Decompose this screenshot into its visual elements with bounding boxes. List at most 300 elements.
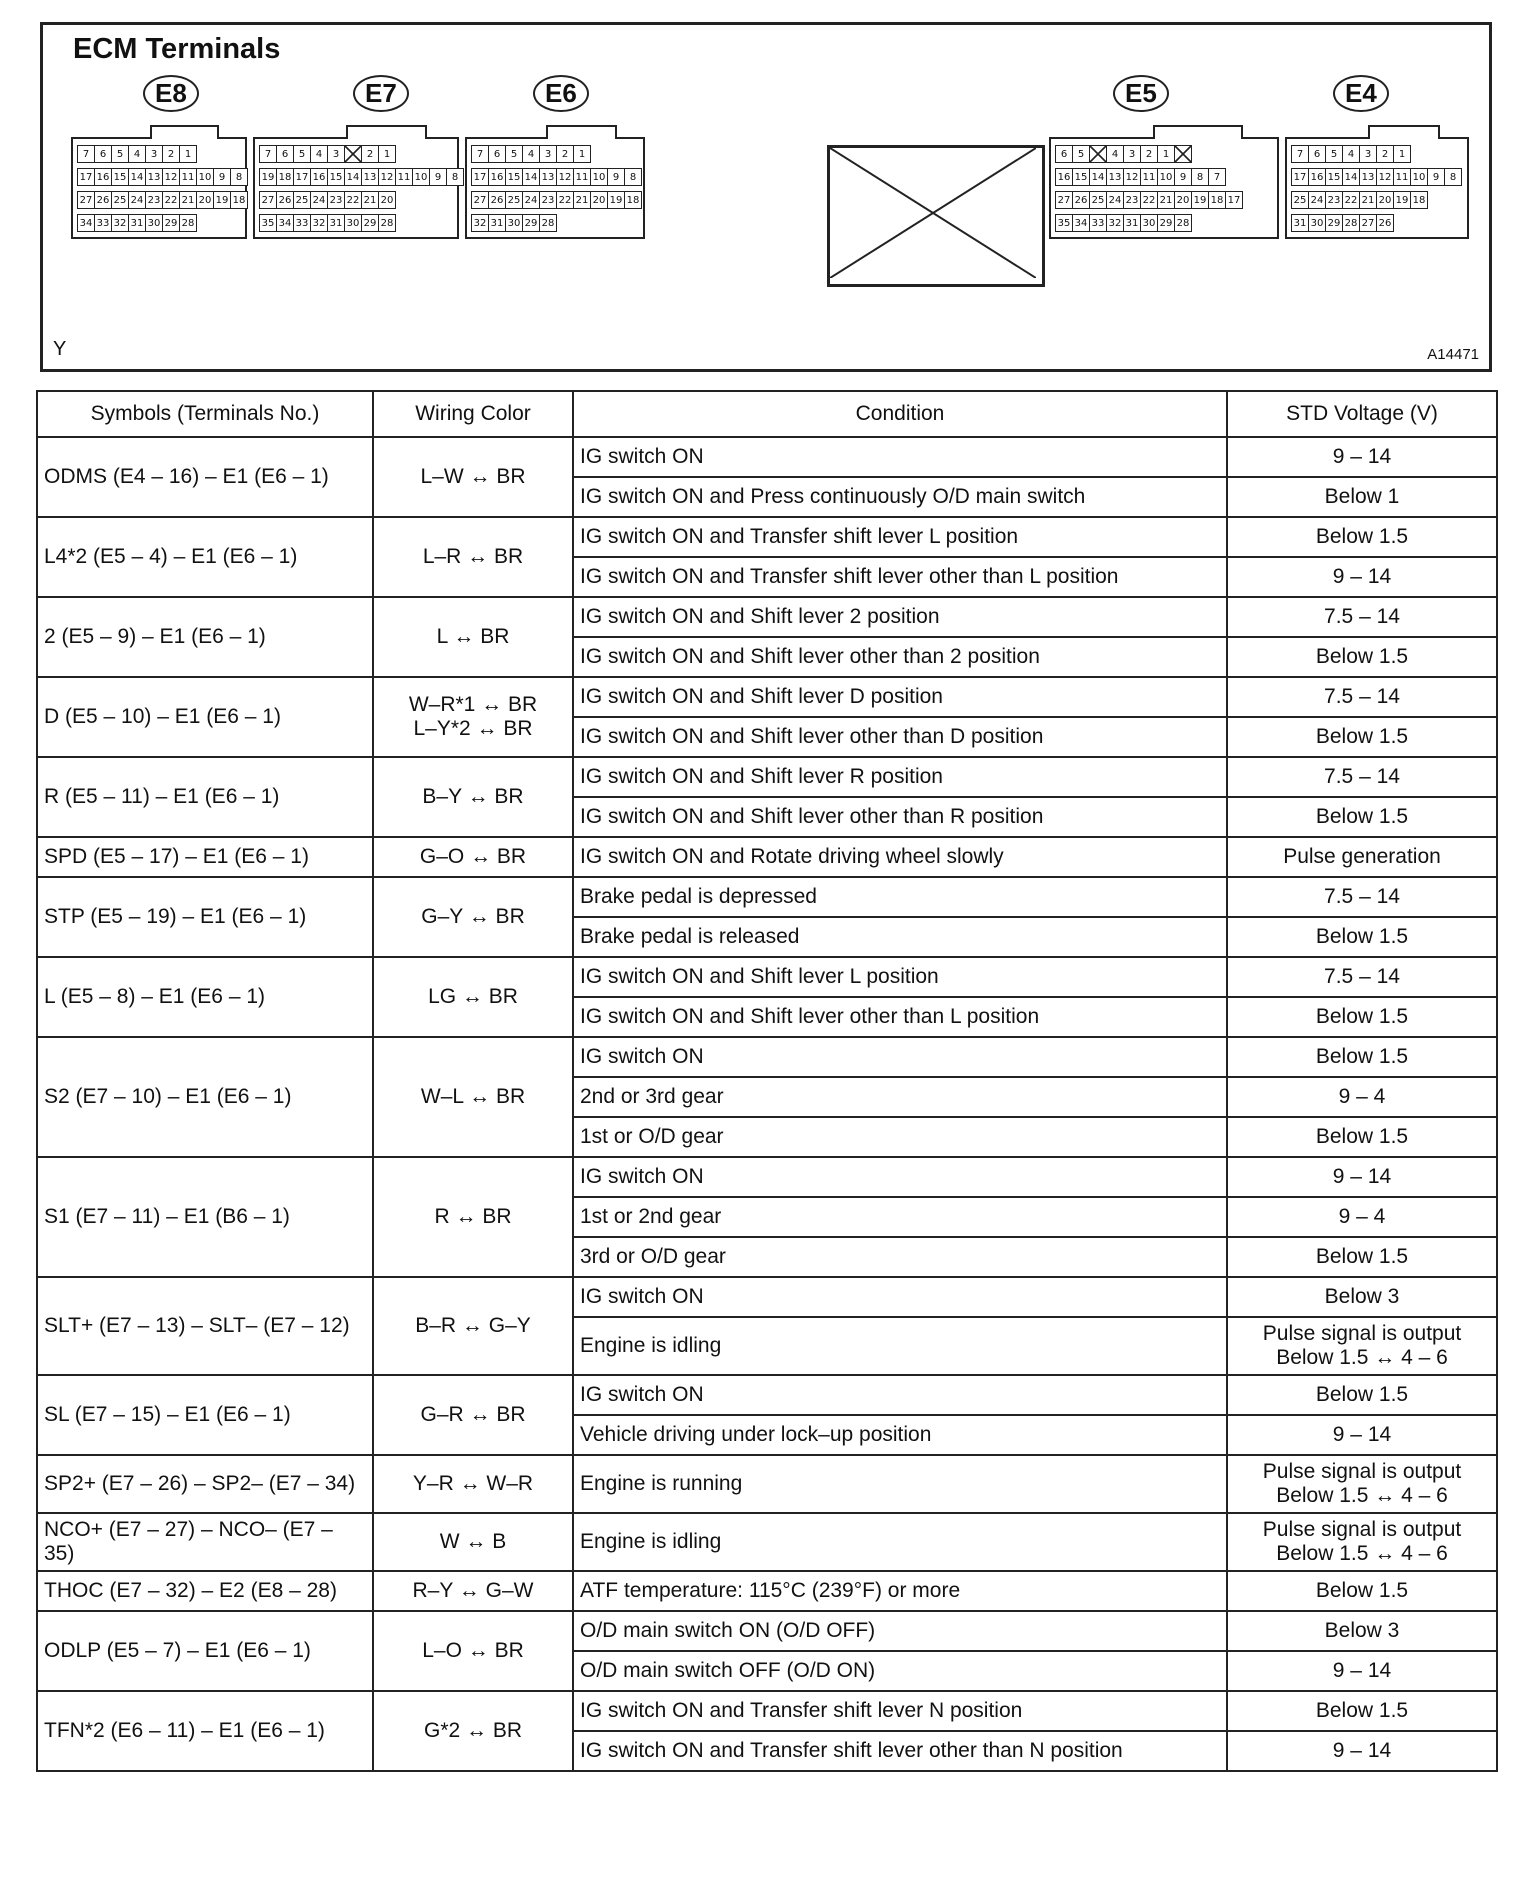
pin-29: 29 (361, 214, 379, 232)
condition-cell: IG switch ON and Transfer shift lever other than L position (573, 557, 1227, 597)
pin-13: 13 (1106, 168, 1124, 186)
pin-11: 11 (395, 168, 413, 186)
blank-pin (344, 145, 362, 163)
std-voltage-cell (1227, 1277, 1497, 1317)
pin-21: 21 (361, 191, 379, 209)
wiring-color-cell (373, 837, 573, 877)
pin-16: 16 (310, 168, 328, 186)
wiring-color: B–R ↔ G–Y (415, 1314, 531, 1337)
pin-27: 27 (471, 191, 489, 209)
connector-label-e8: E8 (143, 75, 199, 112)
condition-cell: Engine is idling (573, 1317, 1227, 1375)
pin-35: 35 (259, 214, 277, 232)
std-voltage: Pulse signal is output (1262, 1460, 1462, 1483)
std-voltage-range: Below 1.5 ↔ 4 – 6 (1276, 1346, 1448, 1369)
std-voltage-cell (1227, 1197, 1497, 1237)
pin-7: 7 (1208, 168, 1226, 186)
std-voltage: Below 1.5 (1315, 1245, 1409, 1268)
pin-31: 31 (488, 214, 506, 232)
pin-11: 11 (573, 168, 591, 186)
pin-21: 21 (179, 191, 197, 209)
pin-row (259, 145, 395, 163)
pin-18: 18 (230, 191, 248, 209)
table-row (37, 1455, 1497, 1513)
condition-cell: Vehicle driving under lock–up position (573, 1415, 1227, 1455)
pin-32: 32 (1106, 214, 1124, 232)
pin-3: 3 (145, 145, 163, 163)
pin-34: 34 (276, 214, 294, 232)
connector-latch (1153, 125, 1243, 139)
wiring-color-cell (373, 437, 573, 517)
pin-12: 12 (378, 168, 396, 186)
pin-29: 29 (162, 214, 180, 232)
pin-30: 30 (344, 214, 362, 232)
pin-7: 7 (471, 145, 489, 163)
table-row (37, 1157, 1497, 1197)
pin-1: 1 (573, 145, 591, 163)
std-voltage: Below 1.5 (1315, 1125, 1409, 1148)
condition-cell: Brake pedal is depressed (573, 877, 1227, 917)
connector-e6 (465, 137, 645, 239)
pin-28: 28 (539, 214, 557, 232)
pin-4: 4 (1106, 145, 1124, 163)
pin-35: 35 (1055, 214, 1073, 232)
std-voltage-cell (1227, 677, 1497, 717)
pin-row (1055, 214, 1191, 232)
std-voltage-cell (1227, 1691, 1497, 1731)
pin-25: 25 (111, 191, 129, 209)
pin-26: 26 (276, 191, 294, 209)
std-voltage: Below 1.5 (1315, 1005, 1409, 1028)
pin-17: 17 (1225, 191, 1243, 209)
pin-26: 26 (1376, 214, 1394, 232)
condition-cell: IG switch ON and Shift lever L position (573, 957, 1227, 997)
table-row (37, 1375, 1497, 1415)
pin-4: 4 (1342, 145, 1360, 163)
header-std-voltage: STD Voltage (V) (1227, 391, 1497, 437)
std-voltage-cell (1227, 557, 1497, 597)
pin-row (77, 168, 247, 186)
condition-cell: IG switch ON (573, 437, 1227, 477)
table-row (37, 957, 1497, 997)
pin-13: 13 (145, 168, 163, 186)
pin-17: 17 (293, 168, 311, 186)
pin-24: 24 (522, 191, 540, 209)
pin-5: 5 (1325, 145, 1343, 163)
pin-4: 4 (310, 145, 328, 163)
pin-3: 3 (327, 145, 345, 163)
pin-23: 23 (1325, 191, 1343, 209)
pin-2: 2 (162, 145, 180, 163)
wiring-color: W ↔ B (439, 1530, 507, 1553)
pin-22: 22 (1342, 191, 1360, 209)
std-voltage-cell (1227, 1157, 1497, 1197)
pin-27: 27 (259, 191, 277, 209)
pin-6: 6 (1308, 145, 1326, 163)
std-voltage: Below 1.5 (1315, 1579, 1409, 1602)
std-voltage: 9 – 14 (1332, 565, 1392, 588)
condition-cell: IG switch ON and Shift lever other than R position (573, 797, 1227, 837)
symbol-cell: D (E5 – 10) – E1 (E6 – 1) (37, 677, 373, 757)
wiring-color-alt: L–Y*2 ↔ BR (413, 717, 533, 740)
pin-9: 9 (429, 168, 447, 186)
connector-latch (346, 125, 427, 139)
std-voltage: Below 1.5 (1315, 925, 1409, 948)
pin-19: 19 (607, 191, 625, 209)
pin-9: 9 (607, 168, 625, 186)
pin-22: 22 (1140, 191, 1158, 209)
pin-10: 10 (1410, 168, 1428, 186)
pin-16: 16 (94, 168, 112, 186)
pin-1: 1 (1393, 145, 1411, 163)
pin-row (259, 168, 463, 186)
pin-4: 4 (128, 145, 146, 163)
wiring-color-cell (373, 1571, 573, 1611)
std-voltage: Below 3 (1324, 1285, 1400, 1308)
pin-15: 15 (1325, 168, 1343, 186)
pin-15: 15 (505, 168, 523, 186)
pin-10: 10 (412, 168, 430, 186)
pin-row (471, 214, 556, 232)
std-voltage-cell (1227, 1571, 1497, 1611)
pin-row (1291, 214, 1393, 232)
pin-32: 32 (111, 214, 129, 232)
pin-11: 11 (179, 168, 197, 186)
std-voltage: 9 – 4 (1338, 1085, 1386, 1108)
pin-20: 20 (1174, 191, 1192, 209)
wiring-color-cell (373, 957, 573, 1037)
pin-5: 5 (293, 145, 311, 163)
connector-label-e6: E6 (533, 75, 589, 112)
pin-14: 14 (1342, 168, 1360, 186)
pin-6: 6 (276, 145, 294, 163)
symbol-cell: S2 (E7 – 10) – E1 (E6 – 1) (37, 1037, 373, 1157)
pin-15: 15 (1072, 168, 1090, 186)
pin-8: 8 (624, 168, 642, 186)
pin-25: 25 (293, 191, 311, 209)
std-voltage: 9 – 14 (1332, 1659, 1392, 1682)
std-voltage: 7.5 – 14 (1324, 965, 1400, 988)
std-voltage-cell (1227, 1611, 1497, 1651)
wiring-color-cell (373, 1375, 573, 1455)
symbol-cell: SP2+ (E7 – 26) – SP2– (E7 – 34) (37, 1455, 373, 1513)
pin-22: 22 (556, 191, 574, 209)
pin-30: 30 (145, 214, 163, 232)
pin-30: 30 (1308, 214, 1326, 232)
wiring-color-cell (373, 1277, 573, 1375)
pin-3: 3 (1359, 145, 1377, 163)
wiring-color-cell (373, 757, 573, 837)
pin-25: 25 (1291, 191, 1309, 209)
std-voltage-cell (1227, 877, 1497, 917)
pin-row (1291, 191, 1427, 209)
pin-33: 33 (94, 214, 112, 232)
pin-29: 29 (522, 214, 540, 232)
pin-2: 2 (361, 145, 379, 163)
wiring-color: G–Y ↔ BR (421, 905, 525, 928)
pin-22: 22 (162, 191, 180, 209)
symbol-cell: L4*2 (E5 – 4) – E1 (E6 – 1) (37, 517, 373, 597)
std-voltage: 9 – 4 (1338, 1205, 1386, 1228)
pin-9: 9 (213, 168, 231, 186)
pin-14: 14 (522, 168, 540, 186)
pin-29: 29 (1325, 214, 1343, 232)
pin-17: 17 (471, 168, 489, 186)
pin-4: 4 (522, 145, 540, 163)
figure-id: A14471 (1427, 346, 1479, 363)
pin-10: 10 (196, 168, 214, 186)
pin-1: 1 (179, 145, 197, 163)
std-voltage-cell (1227, 1415, 1497, 1455)
connector-label-e5: E5 (1113, 75, 1169, 112)
condition-cell: ATF temperature: 115°C (239°F) or more (573, 1571, 1227, 1611)
std-voltage: 9 – 14 (1332, 445, 1392, 468)
wiring-color: R ↔ BR (434, 1205, 512, 1228)
pin-15: 15 (111, 168, 129, 186)
pin-row (471, 145, 590, 163)
pin-18: 18 (1410, 191, 1428, 209)
std-voltage: Below 1.5 (1315, 1045, 1409, 1068)
pin-5: 5 (1072, 145, 1090, 163)
pin-27: 27 (1359, 214, 1377, 232)
pin-13: 13 (361, 168, 379, 186)
symbol-cell: ODLP (E5 – 7) – E1 (E6 – 1) (37, 1611, 373, 1691)
pin-16: 16 (1055, 168, 1073, 186)
table-header-row (37, 391, 1497, 437)
pin-8: 8 (1191, 168, 1209, 186)
pin-row (259, 214, 395, 232)
std-voltage: Below 1.5 (1315, 645, 1409, 668)
ecm-terminals-diagram (40, 22, 1492, 372)
pin-24: 24 (310, 191, 328, 209)
symbol-cell: R (E5 – 11) – E1 (E6 – 1) (37, 757, 373, 837)
pin-row (1055, 191, 1242, 209)
pin-row (471, 168, 641, 186)
std-voltage: Pulse generation (1283, 845, 1441, 868)
std-voltage-cell (1227, 1651, 1497, 1691)
pin-row (77, 214, 196, 232)
symbol-cell: SPD (E5 – 17) – E1 (E6 – 1) (37, 837, 373, 877)
pin-28: 28 (1174, 214, 1192, 232)
pin-28: 28 (1342, 214, 1360, 232)
pin-33: 33 (1089, 214, 1107, 232)
pin-25: 25 (505, 191, 523, 209)
pin-1: 1 (378, 145, 396, 163)
table-row (37, 437, 1497, 477)
pin-16: 16 (488, 168, 506, 186)
pin-14: 14 (344, 168, 362, 186)
pin-11: 11 (1140, 168, 1158, 186)
table-body (37, 437, 1497, 1771)
header-condition: Condition (573, 391, 1227, 437)
std-voltage-cell (1227, 1117, 1497, 1157)
corner-label: Y (53, 338, 67, 360)
symbol-cell: NCO+ (E7 – 27) – NCO– (E7 – 35) (37, 1513, 373, 1571)
std-voltage: 7.5 – 14 (1324, 685, 1400, 708)
std-voltage: 9 – 14 (1332, 1739, 1392, 1762)
pin-19: 19 (259, 168, 277, 186)
condition-cell: IG switch ON and Press continuously O/D main switch (573, 477, 1227, 517)
std-voltage-cell (1227, 757, 1497, 797)
pin-31: 31 (1123, 214, 1141, 232)
wiring-color-cell (373, 1611, 573, 1691)
table-row (37, 1611, 1497, 1651)
pin-12: 12 (162, 168, 180, 186)
pin-16: 16 (1308, 168, 1326, 186)
wiring-color-cell (373, 597, 573, 677)
std-voltage-cell (1227, 437, 1497, 477)
pin-26: 26 (94, 191, 112, 209)
pin-18: 18 (1208, 191, 1226, 209)
wiring-color-cell (373, 1037, 573, 1157)
wiring-color: L–R ↔ BR (422, 545, 524, 568)
symbol-cell: TFN*2 (E6 – 11) – E1 (E6 – 1) (37, 1691, 373, 1771)
pin-6: 6 (488, 145, 506, 163)
pin-23: 23 (1123, 191, 1141, 209)
symbol-cell: S1 (E7 – 11) – E1 (B6 – 1) (37, 1157, 373, 1277)
terminal-voltage-table (36, 390, 1498, 1772)
std-voltage: Below 1.5 (1315, 1699, 1409, 1722)
condition-cell: 1st or 2nd gear (573, 1197, 1227, 1237)
pin-21: 21 (1157, 191, 1175, 209)
pin-9: 9 (1427, 168, 1445, 186)
condition-cell: IG switch ON and Shift lever other than L position (573, 997, 1227, 1037)
pin-7: 7 (77, 145, 95, 163)
pin-7: 7 (259, 145, 277, 163)
pin-24: 24 (1106, 191, 1124, 209)
pin-20: 20 (378, 191, 396, 209)
wiring-color-cell (373, 677, 573, 757)
pin-14: 14 (1089, 168, 1107, 186)
pin-8: 8 (230, 168, 248, 186)
pin-17: 17 (1291, 168, 1309, 186)
pin-2: 2 (1140, 145, 1158, 163)
pin-26: 26 (488, 191, 506, 209)
pin-12: 12 (1123, 168, 1141, 186)
wiring-color-cell (373, 517, 573, 597)
pin-27: 27 (1055, 191, 1073, 209)
std-voltage-cell (1227, 957, 1497, 997)
pin-32: 32 (310, 214, 328, 232)
std-voltage-cell (1227, 1237, 1497, 1277)
table-row (37, 1571, 1497, 1611)
blank-pin (1089, 145, 1107, 163)
wiring-color-cell (373, 1691, 573, 1771)
condition-cell: IG switch ON and Transfer shift lever L position (573, 517, 1227, 557)
table-row (37, 1513, 1497, 1571)
wiring-color-cell (373, 1455, 573, 1513)
std-voltage-cell (1227, 1317, 1497, 1375)
condition-cell: IG switch ON and Rotate driving wheel slowly (573, 837, 1227, 877)
wiring-color: G*2 ↔ BR (423, 1719, 523, 1742)
wiring-color: L ↔ BR (436, 625, 510, 648)
condition-cell: 1st or O/D gear (573, 1117, 1227, 1157)
pin-23: 23 (145, 191, 163, 209)
table-row (37, 1037, 1497, 1077)
pin-28: 28 (179, 214, 197, 232)
std-voltage-cell (1227, 997, 1497, 1037)
pin-20: 20 (590, 191, 608, 209)
pin-20: 20 (196, 191, 214, 209)
condition-cell: IG switch ON and Shift lever other than 2 position (573, 637, 1227, 677)
blank-pin (1174, 145, 1192, 163)
symbol-cell: 2 (E5 – 9) – E1 (E6 – 1) (37, 597, 373, 677)
symbol-cell: ODMS (E4 – 16) – E1 (E6 – 1) (37, 437, 373, 517)
std-voltage: Below 1.5 (1315, 1383, 1409, 1406)
condition-cell: IG switch ON (573, 1277, 1227, 1317)
wiring-color: B–Y ↔ BR (422, 785, 524, 808)
std-voltage-cell (1227, 837, 1497, 877)
pin-row (77, 145, 196, 163)
pin-17: 17 (77, 168, 95, 186)
condition-cell: Engine is running (573, 1455, 1227, 1513)
std-voltage-cell (1227, 717, 1497, 757)
table-row (37, 877, 1497, 917)
pin-29: 29 (1157, 214, 1175, 232)
symbol-cell: SL (E7 – 15) – E1 (E6 – 1) (37, 1375, 373, 1455)
pin-row (1055, 145, 1191, 163)
header-wiring-color: Wiring Color (373, 391, 573, 437)
pin-3: 3 (539, 145, 557, 163)
std-voltage: 9 – 14 (1332, 1165, 1392, 1188)
cross-mark-icon (830, 148, 1036, 278)
symbol-cell: SLT+ (E7 – 13) – SLT– (E7 – 12) (37, 1277, 373, 1375)
condition-cell: 2nd or 3rd gear (573, 1077, 1227, 1117)
table-row (37, 757, 1497, 797)
std-voltage-cell (1227, 1731, 1497, 1771)
condition-cell: IG switch ON and Shift lever 2 position (573, 597, 1227, 637)
symbol-cell: L (E5 – 8) – E1 (E6 – 1) (37, 957, 373, 1037)
pin-27: 27 (77, 191, 95, 209)
pin-3: 3 (1123, 145, 1141, 163)
std-voltage-cell (1227, 1037, 1497, 1077)
symbol-cell: STP (E5 – 19) – E1 (E6 – 1) (37, 877, 373, 957)
pin-row (1055, 168, 1225, 186)
wiring-color: W–R*1 ↔ BR (408, 693, 538, 716)
pin-33: 33 (293, 214, 311, 232)
pin-19: 19 (1393, 191, 1411, 209)
connector-latch (1368, 125, 1440, 139)
condition-cell: 3rd or O/D gear (573, 1237, 1227, 1277)
std-voltage-cell (1227, 597, 1497, 637)
pin-11: 11 (1393, 168, 1411, 186)
connector-label-e7: E7 (353, 75, 409, 112)
connector-e4 (1285, 137, 1469, 239)
table-row (37, 677, 1497, 717)
condition-cell: IG switch ON and Transfer shift lever N position (573, 1691, 1227, 1731)
pin-21: 21 (1359, 191, 1377, 209)
std-voltage: 7.5 – 14 (1324, 885, 1400, 908)
pin-row (1291, 168, 1461, 186)
pin-2: 2 (556, 145, 574, 163)
wiring-color: L–W ↔ BR (420, 465, 526, 488)
header-symbols: Symbols (Terminals No.) (37, 391, 373, 437)
pin-row (77, 191, 247, 209)
pin-18: 18 (624, 191, 642, 209)
condition-cell: O/D main switch ON (O/D OFF) (573, 1611, 1227, 1651)
condition-cell: IG switch ON (573, 1157, 1227, 1197)
table-row (37, 837, 1497, 877)
condition-cell: IG switch ON (573, 1037, 1227, 1077)
std-voltage-cell (1227, 1455, 1497, 1513)
std-voltage: Pulse signal is output (1262, 1518, 1462, 1541)
std-voltage: Below 3 (1324, 1619, 1400, 1642)
table-row (37, 1277, 1497, 1317)
pin-2: 2 (1376, 145, 1394, 163)
std-voltage: 9 – 14 (1332, 1423, 1392, 1446)
pin-25: 25 (1089, 191, 1107, 209)
pin-34: 34 (1072, 214, 1090, 232)
